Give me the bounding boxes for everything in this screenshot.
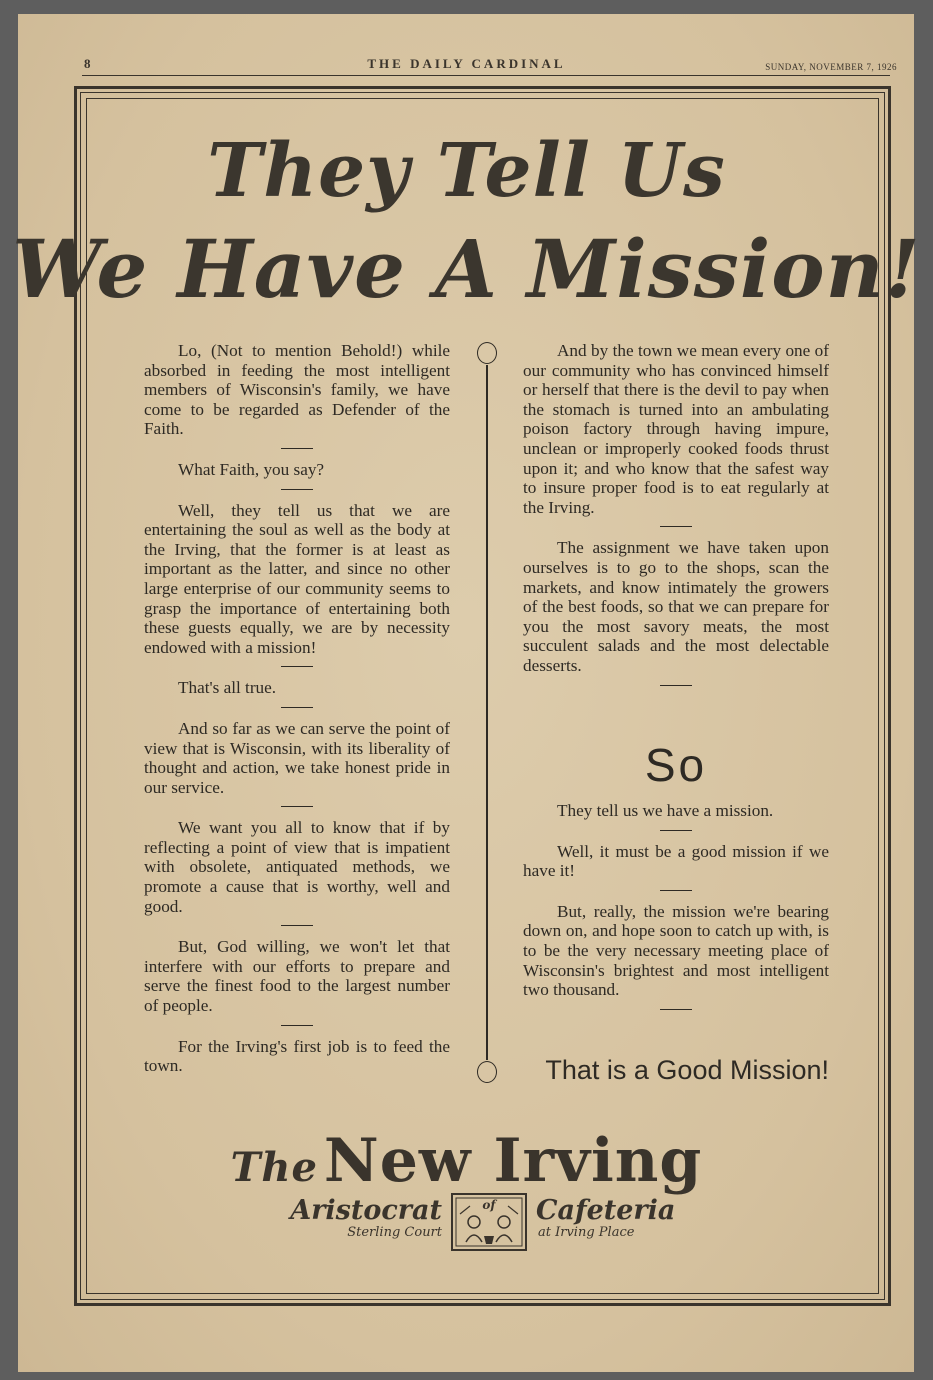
paragraph: What Faith, you say? <box>178 459 325 479</box>
logo-cafeteria: Cafeteria <box>536 1195 676 1226</box>
paragraph-divider <box>660 830 692 831</box>
paragraph: We want you all to know that if by reflecting a point of view that is impatient with obsolete, antiquated methods, we promote a cause that is worthy, well and good. <box>144 818 450 916</box>
right-column-continued <box>523 801 829 1021</box>
paragraph: For the Irving's first job is to feed the town. <box>144 1036 450 1076</box>
paragraph: But, God willing, we won't let that interfere with our efforts to prepare and serve the finest food to the largest number of people. <box>144 937 450 1016</box>
headline-line-1: They Tell Us <box>207 128 726 214</box>
column-rule-top-circle <box>477 342 497 364</box>
right-column <box>523 341 829 697</box>
logo-the: The <box>230 1144 318 1191</box>
paragraph-divider <box>281 489 313 490</box>
logo-sterling-court: Sterling Court <box>347 1225 442 1240</box>
logo-irving-place: at Irving Place <box>538 1225 635 1240</box>
paragraph-divider <box>660 1009 692 1010</box>
paragraph-divider <box>281 448 313 449</box>
headline-line-2: We Have A Mission! <box>12 222 921 316</box>
column-rule-bottom-circle <box>477 1061 497 1083</box>
paragraph: They tell us we have a mission. <box>557 801 774 820</box>
emblem-icon <box>450 1192 528 1252</box>
page-number: 8 <box>84 56 91 71</box>
paragraph-divider <box>281 1025 313 1026</box>
paragraph-divider <box>660 890 692 891</box>
paragraph: Well, they tell us that we are entertaining the soul as well as the body at the Irving, that the former is at least as important as the latter, and since no other large enterprise of our community seems to grasp the importance of entertaining both these guests equally, we are by necessity endowed with a mission! <box>144 500 450 657</box>
logo-name: New Irving <box>323 1126 703 1196</box>
logo-wordmark <box>0 1126 933 1196</box>
paragraph-divider <box>281 666 313 667</box>
logo-of: of <box>482 1198 496 1212</box>
column-rule <box>486 365 488 1060</box>
paragraph: Lo, (Not to mention Behold!) while absorbed in feeding the most intelligent members of Wisconsin's family, we have come to be regarded as Defender of the Faith. <box>144 341 450 439</box>
paragraph-divider <box>281 806 313 807</box>
logo-aristocrat: Aristocrat <box>290 1195 442 1226</box>
paragraph: And by the town we mean every one of our community who has convinced himself or herself that there is the devil to pay when the stomach is turned into an ambulating poison factory through having impure, unclean or improperly cooked foods thrust upon it; and who know that the safest way to insure proper food is to eat regularly at the Irving. <box>523 341 829 517</box>
paragraph: Well, it must be a good mission if we have it! <box>523 841 829 881</box>
so-heading: So <box>644 739 708 791</box>
masthead: THE DAILY CARDINAL <box>367 56 566 71</box>
closing-line: That is a Good Mission! <box>545 1055 829 1085</box>
paragraph-divider <box>281 925 313 926</box>
paragraph: But, really, the mission we're bearing down on, and hope soon to catch up with, is to be the very necessary meeting place of Wisconsin's brightest and most intelligent two thousand. <box>523 901 829 1000</box>
paragraph-divider <box>660 685 692 686</box>
paragraph: The assignment we have taken upon ourselves is to go to the shops, scan the markets, and know intimately the growers of the best foods, so that we can prepare for you the most savory meats, the most succulent salads and the most delectable desserts. <box>523 538 829 675</box>
paragraph-divider <box>281 707 313 708</box>
paragraph: That's all true. <box>178 678 277 698</box>
issue-date: SUNDAY, NOVEMBER 7, 1926 <box>765 62 897 72</box>
left-column <box>144 341 450 1076</box>
paragraph-divider <box>660 526 692 527</box>
paragraph: And so far as we can serve the point of view that is Wisconsin, with its liberality of thought and action, we take honest pride in our service. <box>144 718 450 797</box>
header-rule <box>82 75 890 76</box>
